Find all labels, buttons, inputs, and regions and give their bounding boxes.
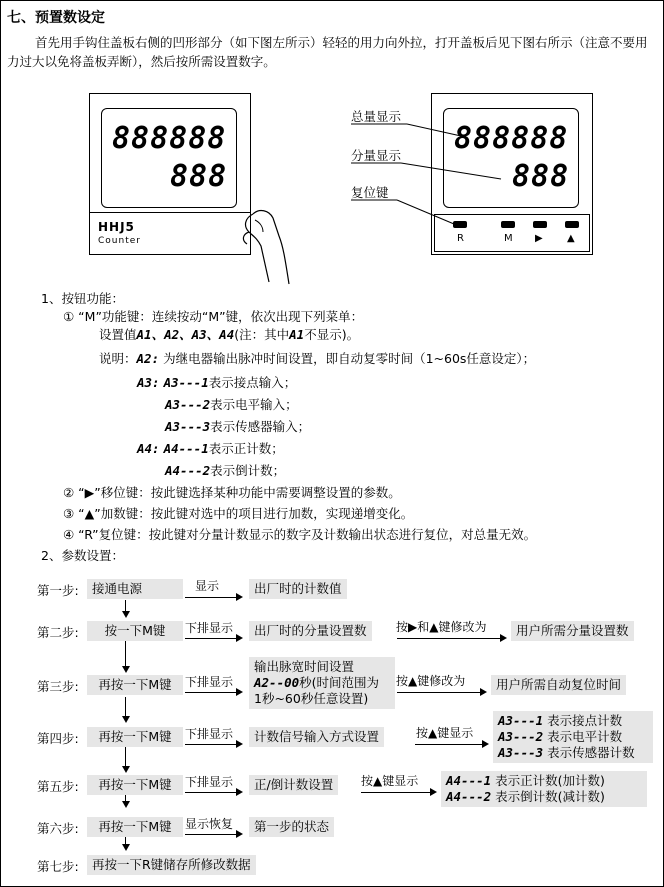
step4-action: 再按一下M键 xyxy=(87,727,183,747)
step2-arrowhead xyxy=(236,634,243,642)
step5-arrowhead xyxy=(236,788,243,796)
step4-option-1 xyxy=(498,713,648,729)
flow-arrowhead-2-3 xyxy=(122,666,130,673)
flow-connector-2-3 xyxy=(125,641,126,667)
device-left-brand: HHJ5 xyxy=(98,220,135,234)
shift-button-label: ▶ xyxy=(535,233,543,244)
step6-arrow-label: 显示恢复 xyxy=(185,817,234,831)
a3-3-text: 表示传感器输入； xyxy=(210,419,311,434)
step5-option-1-code: A4---1 xyxy=(446,773,492,788)
step5-arrow2head xyxy=(430,788,437,796)
shift-key-desc: ② “▶”移位键：按此键选择某种功能中需要调整设置的参数。 xyxy=(63,485,401,500)
step3-arrow2 xyxy=(397,692,481,693)
step5-option-2-text: 表示倒计数(减计数) xyxy=(495,789,605,804)
reset-button-label: R xyxy=(457,233,464,244)
a4-1-text: 表示正计数； xyxy=(208,441,284,456)
step1-arrow-label: 显示 xyxy=(195,579,220,593)
step5-arrow2-label: 按▲键显示 xyxy=(361,774,419,788)
a3-code: A3: xyxy=(137,375,160,390)
device-right-digits-top: 888888 xyxy=(454,121,569,156)
a3-2-code: A3---2 xyxy=(165,397,211,412)
step4-option-1-code: A3---1 xyxy=(498,713,544,728)
step2-result2: 用户所需分量设置数 xyxy=(511,621,634,641)
flow-arrowhead-4-5 xyxy=(122,766,130,773)
step4-options xyxy=(493,711,653,763)
step3-result-line2-text: 秒(时间范围为 xyxy=(299,675,380,690)
step5-option-2 xyxy=(446,789,642,805)
reset-key-desc: ④ “R”复位键：按此键对分量计数显示的数字及计数输出状态进行复位，对总量无效。 xyxy=(63,527,537,542)
a3-3-desc xyxy=(165,417,310,435)
flow-connector-3-4 xyxy=(125,697,126,717)
step4-option-3-code: A3---3 xyxy=(498,745,544,760)
device-left-digits-top: 888888 xyxy=(112,121,227,156)
a3-1-text: 表示接点输入； xyxy=(208,375,297,390)
step3-result xyxy=(249,657,395,709)
step5-option-1 xyxy=(446,773,642,789)
callout-part-display: 分量显示 xyxy=(351,148,402,163)
a3-2-desc xyxy=(165,395,298,413)
step4-option-2-text: 表示电平计数 xyxy=(547,729,623,744)
m-set-note-pre: (注：其中 xyxy=(234,327,290,342)
step3-result-code: A2--00 xyxy=(254,675,300,690)
step4-option-3 xyxy=(498,745,648,761)
section-title: 七、预置数设定 xyxy=(7,10,105,26)
device-left-digits-bottom: 888 xyxy=(170,159,228,194)
step3-arrow2head xyxy=(480,688,487,696)
m-key-desc: ① “M”功能键：连续按动“M”键，依次出现下列菜单： xyxy=(63,309,364,324)
m-set-items: A1、A2、A3、A4 xyxy=(136,327,235,342)
step2-result: 出厂时的分量设置数 xyxy=(249,621,372,641)
a2-code: A2: xyxy=(136,351,160,366)
step4-option-2-code: A3---2 xyxy=(498,729,544,744)
step5-arrow2 xyxy=(361,792,431,793)
a3-1-desc xyxy=(137,373,296,391)
step3-arrowhead xyxy=(236,688,243,696)
step2-action: 按一下M键 xyxy=(87,621,183,641)
add-button-label: ▲ xyxy=(567,233,575,244)
step4-arrow xyxy=(185,744,237,745)
a4-1-desc xyxy=(137,439,284,457)
step1-result: 出厂时的计数值 xyxy=(249,579,347,599)
step1-label: 第一步: xyxy=(37,583,79,598)
step4-option-3-text: 表示传感器计数 xyxy=(547,745,635,760)
callout-reset-key: 复位键 xyxy=(351,185,389,200)
step5-arrow-label: 下排显示 xyxy=(185,775,234,789)
step1-arrowhead xyxy=(236,593,243,601)
step6-result: 第一步的状态 xyxy=(249,817,334,837)
desc-label: 说明： xyxy=(99,351,137,366)
step4-arrow2head xyxy=(482,740,489,748)
step3-result2: 用户所需自动复位时间 xyxy=(491,675,626,695)
step2-arrow2 xyxy=(397,638,501,639)
flow-connector-4-5 xyxy=(125,747,126,767)
step6-action: 再按一下M键 xyxy=(87,817,183,837)
step1-action: 接通电源 xyxy=(87,579,183,599)
section2-heading: 2、参数设置： xyxy=(41,548,124,563)
callout-total-display: 总量显示 xyxy=(351,109,402,124)
step4-arrow2 xyxy=(415,744,483,745)
step5-options xyxy=(441,771,647,807)
step5-option-2-code: A4---2 xyxy=(446,789,492,804)
a2-desc xyxy=(99,349,535,367)
step5-result: 正/倒计数设置 xyxy=(249,775,338,795)
a4-2-text: 表示倒计数； xyxy=(210,463,286,478)
step2-arrow2-label: 按▶和▲键修改为 xyxy=(396,620,487,634)
a3-2-text: 表示电平输入； xyxy=(210,397,298,412)
step2-arrow-label: 下排显示 xyxy=(185,621,234,635)
step3-result-line2 xyxy=(254,675,390,691)
m-set-note-post: 不显示)。 xyxy=(304,327,360,342)
a4-1-code: A4---1 xyxy=(163,441,209,456)
step1-arrow xyxy=(185,597,237,598)
step4-arrow2-label: 按▲键显示 xyxy=(416,726,474,740)
device-left-brand-sub: Counter xyxy=(98,236,141,246)
add-key-desc: ③ “▲”加数键：按此键对选中的项目进行加数，实现递增变化。 xyxy=(63,506,414,521)
step4-result: 计数信号输入方式设置 xyxy=(249,727,384,747)
m-set-note-code: A1 xyxy=(289,327,305,342)
step7-label: 第七步: xyxy=(37,859,79,874)
step7-action: 再按一下R键储存所修改数据 xyxy=(87,855,256,875)
step2-label: 第二步: xyxy=(37,625,79,640)
step3-label: 第三步: xyxy=(37,679,79,694)
step4-label: 第四步: xyxy=(37,731,79,746)
step2-arrow2head xyxy=(500,634,507,642)
step4-arrow-label: 下排显示 xyxy=(185,727,234,741)
step4-option-2 xyxy=(498,729,648,745)
step5-label: 第五步: xyxy=(37,779,79,794)
a3-1-code: A3---1 xyxy=(163,375,209,390)
m-set-prefix: 设置值 xyxy=(99,327,137,342)
step5-option-1-text: 表示正计数(加计数) xyxy=(495,773,605,788)
step6-arrow xyxy=(185,834,237,835)
step3-arrow xyxy=(185,692,237,693)
section1-heading: 1、按钮功能： xyxy=(41,291,124,306)
a4-code: A4: xyxy=(137,441,160,456)
step2-arrow xyxy=(185,638,237,639)
a4-2-code: A4---2 xyxy=(165,463,211,478)
step3-arrow-label: 下排显示 xyxy=(185,675,234,689)
m-set-values xyxy=(99,325,359,343)
step4-option-1-text: 表示接点计数 xyxy=(547,713,623,728)
a4-2-desc xyxy=(165,461,285,479)
step5-action: 再按一下M键 xyxy=(87,775,183,795)
flow-arrowhead-1-2 xyxy=(122,611,130,618)
device-right-digits-bottom: 888 xyxy=(512,159,570,194)
step5-arrow xyxy=(185,792,237,793)
step3-action: 再按一下M键 xyxy=(87,675,183,695)
flow-arrowhead-6-7 xyxy=(122,844,130,851)
flow-arrowhead-5-6 xyxy=(122,801,130,808)
step3-result-line3: 1秒~60秒任意设置) xyxy=(254,691,369,706)
callout-lines xyxy=(1,1,664,301)
intro-paragraph: 首先用手钩住盖板右侧的凹形部分（如下图左所示）轻轻的用力向外拉，打开盖板后见下图右所示（注意不要用力过大以免将盖板弄断），然后按所需设置数字。 xyxy=(7,35,648,69)
step3-result-line1: 输出脉宽时间设置 xyxy=(254,659,355,674)
m-button-label: M xyxy=(504,233,513,244)
flow-arrowhead-3-4 xyxy=(122,716,130,723)
step4-arrowhead xyxy=(236,740,243,748)
a2-text: 为继电器输出脉冲时间设置，即自动复零时间（1~60s任意设定）； xyxy=(163,351,536,366)
step3-arrow2-label: 按▲键修改为 xyxy=(396,674,466,688)
step6-arrowhead xyxy=(236,830,243,838)
step6-label: 第六步: xyxy=(37,821,79,836)
a3-3-code: A3---3 xyxy=(165,419,211,434)
